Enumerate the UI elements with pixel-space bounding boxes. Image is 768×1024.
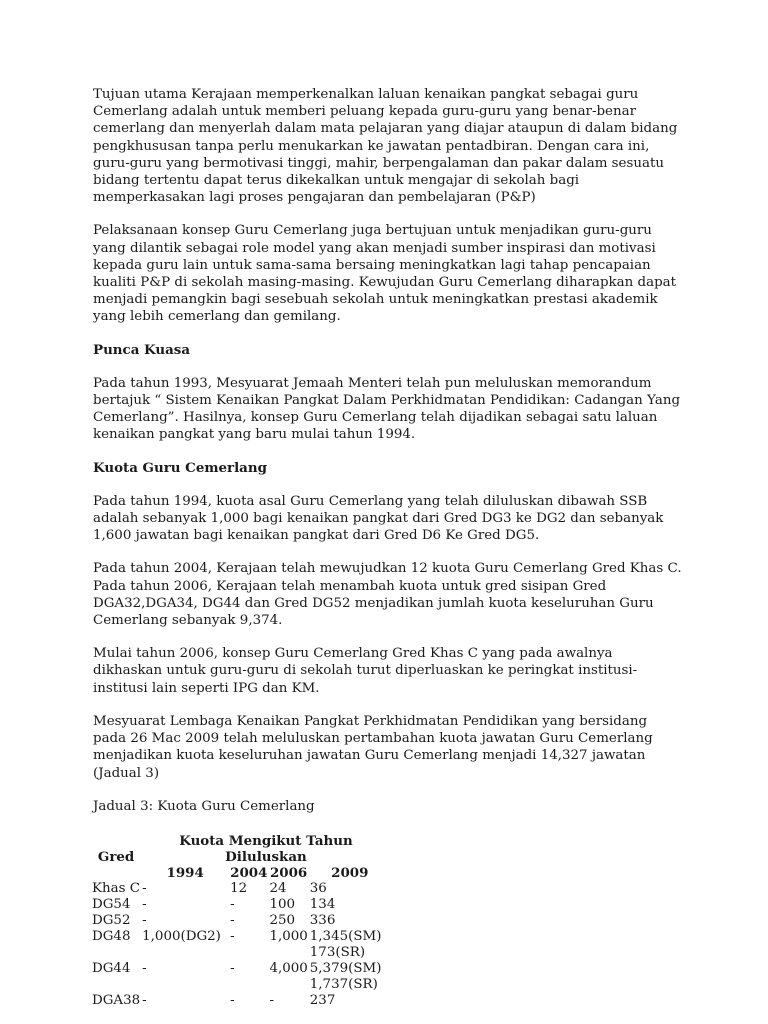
table-row xyxy=(91,913,391,929)
header-year-2004: 2004 xyxy=(230,864,268,881)
cell-2009-line: 237 xyxy=(309,992,336,1008)
cell-gred: DGA38 xyxy=(92,992,141,1008)
cell-2009 xyxy=(309,897,391,913)
cell-2006: 24 xyxy=(269,880,287,896)
cell-2006: - xyxy=(269,992,274,1008)
cell-gred: DG44 xyxy=(92,960,131,976)
table-row xyxy=(91,897,391,913)
cell-1994: - xyxy=(142,992,147,1008)
cell-gred: DG52 xyxy=(92,912,131,928)
intro-paragraph-1: Tujuan utama Kerajaan memperkenalkan laluan kenaikan pangkat sebagai guru Cemerlang adalah untuk memberi peluang kepada guru-guru yang benar-benar cemerlang dan menyerlah dalam mata pelajaran yang diajar ataupun di dalam bidang pengkhususan tanpa perlu menukarkan ke jawatan pentadbiran. Dengan cara ini, guru-guru yang bermotivasi tinggi, mahir, berpengalaman dan pakar dalam sesuatu bidang tertentu dapat terus dikekalkan untuk mengajar di sekolah bagi memperkasakan lagi proses pengajaran dan pembelajaran (P&P) xyxy=(93,87,678,206)
cell-1994: - xyxy=(142,896,147,912)
table-caption: Jadual 3: Kuota Guru Cemerlang xyxy=(93,798,315,814)
header-kuota-group: Kuota Mengikut Tahun Diluluskan xyxy=(179,832,353,865)
cell-2004: - xyxy=(230,912,235,928)
cell-2009-line: 1,345(SM) xyxy=(309,928,382,944)
cell-1994: - xyxy=(142,960,147,976)
cell-2009 xyxy=(309,913,391,929)
cell-2009-line: 5,379(SM) xyxy=(309,960,382,976)
cell-2009-line: 336 xyxy=(309,912,336,928)
cell-2004: 12 xyxy=(230,880,248,896)
cell-2006: 100 xyxy=(269,896,295,912)
cell-2009-line: 36 xyxy=(309,880,327,896)
table-row xyxy=(91,993,391,1009)
header-gred: Gred xyxy=(97,848,135,865)
table-header-row xyxy=(91,833,391,865)
cell-2004: - xyxy=(230,960,235,976)
cell-2006: 1,000 xyxy=(269,928,308,944)
cell-2004: - xyxy=(230,896,235,912)
intro-paragraph-2: Pelaksanaan konsep Guru Cemerlang juga bertujuan untuk menjadikan guru-guru yang dilantik sebagai role model yang akan menjadi sumber inspirasi dan motivasi kepada guru lain untuk sama-sama bersaing meningkatkan lagi tahap pencapaian kualiti P&P di sekolah masing-masing. Kewujudan Guru Cemerlang diharapkan dapat menjadi pemangkin bagi sesebuah sekolah untuk meningkatkan prestasi akademik yang lebih cemerlang dan gemilang. xyxy=(93,223,677,325)
table-row xyxy=(91,929,391,961)
kuota-paragraph-2: Pada tahun 2004, Kerajaan telah mewujudkan 12 kuota Guru Cemerlang Gred Khas C. Pada tahun 2006, Kerajaan telah menambah kuota untuk gred sisipan Gred DGA32,DGA34, DG44 dan Gred DG52 menjadikan jumlah kuota keseluruhan Guru Cemerlang sebanyak 9,374. xyxy=(93,561,682,629)
kuota-paragraph-4: Mesyuarat Lembaga Kenaikan Pangkat Perkhidmatan Pendidikan yang bersidang pada 26 Mac 2009 telah meluluskan pertambahan kuota jawatan Guru Cemerlang menjadikan kuota keseluruhan jawatan Guru Cemerlang menjadi 14,327 jawatan (Jadual 3) xyxy=(93,713,653,781)
cell-2006: 4,000 xyxy=(269,960,308,976)
cell-1994: - xyxy=(142,912,147,928)
cell-2009 xyxy=(309,961,391,993)
table-row xyxy=(91,881,391,897)
quota-table xyxy=(91,833,391,1009)
header-year-1994: 1994 xyxy=(166,864,204,881)
cell-2009 xyxy=(309,881,391,897)
kuota-paragraph-3: Mulai tahun 2006, konsep Guru Cemerlang Gred Khas C yang pada awalnya dikhaskan untuk guru-guru di sekolah turut diperluaskan ke peringkat institusi-institusi lain seperti IPG dan KM. xyxy=(93,646,638,696)
cell-2009-line: 1,737(SR) xyxy=(309,976,378,992)
cell-2009-line: 173(SR) xyxy=(309,944,366,960)
cell-2009 xyxy=(309,993,391,1009)
header-year-2006: 2006 xyxy=(269,864,308,881)
table-row xyxy=(91,961,391,993)
kuota-paragraph-1: Pada tahun 1994, kuota asal Guru Cemerlang yang telah diluluskan dibawah SSB adalah sebanyak 1,000 bagi kenaikan pangkat dari Gred DG3 ke DG2 dan sebanyak 1,600 jawatan bagi kenaikan pangkat dari Gred D6 Ke Gred DG5. xyxy=(93,493,664,544)
heading-punca-kuasa: Punca Kuasa xyxy=(93,341,191,358)
heading-kuota-guru-cemerlang: Kuota Guru Cemerlang xyxy=(93,459,267,476)
cell-2009-line: 134 xyxy=(309,896,336,912)
cell-gred: DG54 xyxy=(92,896,131,912)
cell-1994: 1,000(DG2) xyxy=(142,928,221,944)
header-year-2009: 2009 xyxy=(331,864,369,881)
document-body xyxy=(93,86,683,1009)
cell-1994: - xyxy=(142,880,147,896)
punca-kuasa-paragraph: Pada tahun 1993, Mesyuarat Jemaah Menteri telah pun meluluskan memorandum bertajuk “ Sistem Kenaikan Pangkat Dalam Perkhidmatan Pendidikan: Cadangan Yang Cemerlang”. Hasilnya, konsep Guru Cemerlang telah dijadikan sebagai satu laluan kenaikan pangkat yang baru mulai tahun 1994. xyxy=(93,375,681,443)
cell-2009 xyxy=(309,929,391,961)
cell-2004: - xyxy=(230,928,235,944)
cell-2004: - xyxy=(230,992,235,1008)
cell-gred: DG48 xyxy=(92,928,131,944)
cell-2006: 250 xyxy=(269,912,295,928)
cell-gred: Khas C xyxy=(92,880,140,896)
